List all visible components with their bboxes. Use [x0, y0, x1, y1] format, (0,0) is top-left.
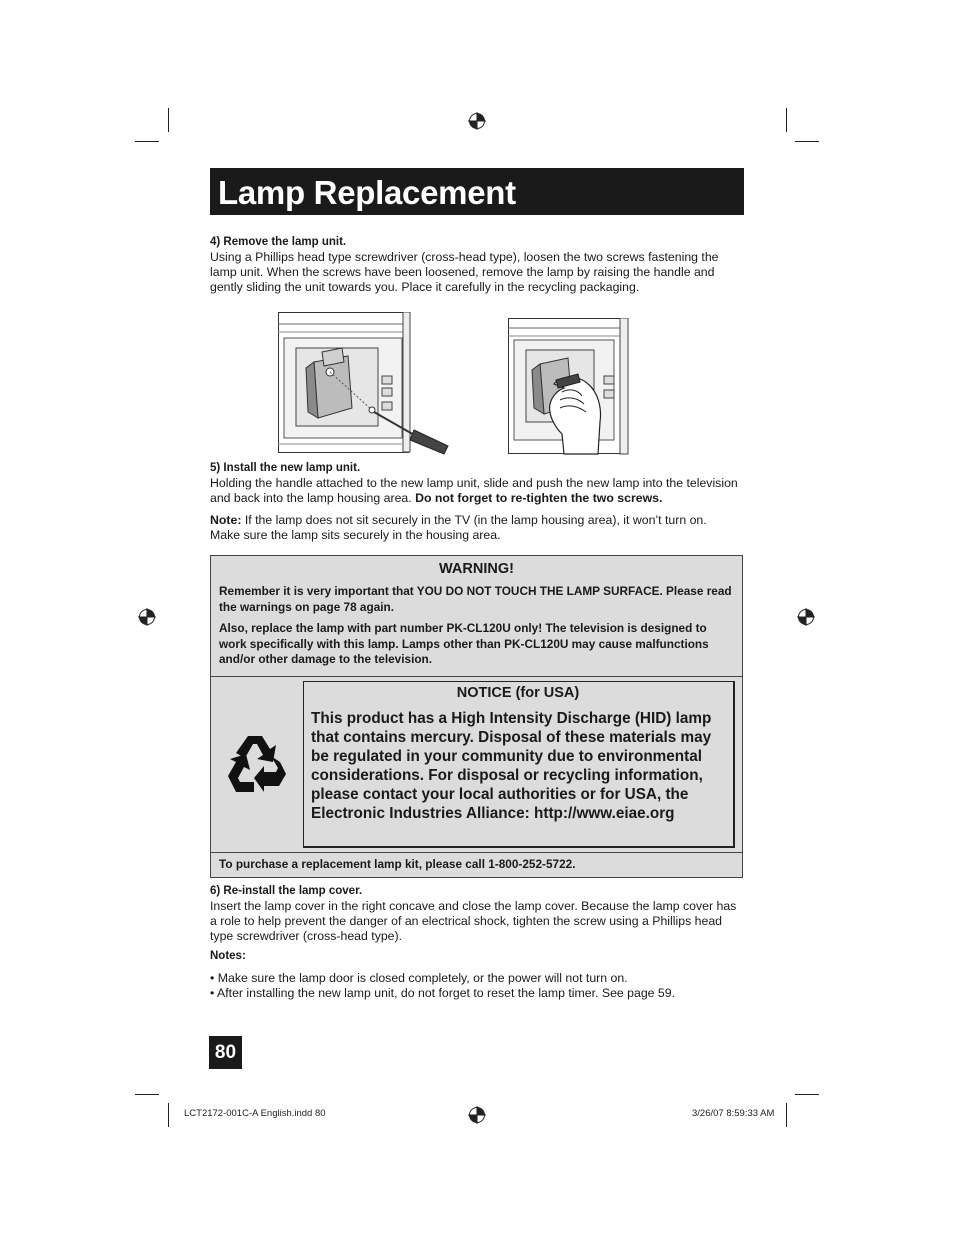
page-number: 80 [209, 1036, 242, 1069]
footer-file: LCT2172-001C-A English.indd 80 [184, 1108, 326, 1119]
notes-label: Notes: [210, 950, 246, 962]
purchase-info: To purchase a replacement lamp kit, please call 1-800-252-5722. [219, 857, 576, 871]
crop-mark [786, 1103, 787, 1127]
step4-heading: 4) Remove the lamp unit. [210, 236, 347, 248]
registration-mark-icon [468, 1106, 486, 1124]
lamp-removal-illustration [278, 312, 456, 455]
note-label: Note: [210, 513, 242, 527]
footer-date: 3/26/07 8:59:33 AM [692, 1108, 775, 1119]
crop-mark [168, 1103, 169, 1127]
notice-text: This product has a High Intensity Discharge (HID) lamp that contains mercury. Disposal of these materials may be regulated in your community due to environmental considerations. For disposal or recycling information, please contact your local authorities or for USA, the Electronic Industries Alliance: http://www.eiae.org [311, 710, 712, 822]
registration-mark-icon [797, 608, 815, 626]
page-title-bar [210, 168, 744, 215]
registration-mark-icon [468, 112, 486, 130]
notice-title: NOTICE (for USA) [456, 685, 580, 701]
recycle-icon [224, 732, 288, 794]
warning-title: WARNING! [439, 561, 514, 577]
step6-heading: 6) Re-install the lamp cover. [210, 885, 363, 897]
crop-mark [795, 141, 819, 142]
crop-mark [795, 1094, 819, 1095]
crop-mark [786, 108, 787, 132]
crop-mark [135, 141, 159, 142]
step5-heading: 5) Install the new lamp unit. [210, 462, 361, 474]
page-title: Lamp Replacement [218, 174, 516, 211]
warning-paragraph-2: Also, replace the lamp with part number PK-CL120U only! The television is designed to work specifically with this lamp. Lamps other than PK-CL120U may cause malfunctions and/or other damage to the television. [219, 621, 709, 666]
divider [211, 676, 742, 677]
note-text: If the lamp does not sit securely in the TV (in the lamp housing area), it won’t turn on. Make sure the lamp sits securely in the housing area. [210, 513, 707, 542]
registration-mark-icon [138, 608, 156, 626]
crop-mark [168, 108, 169, 132]
crop-mark [135, 1094, 159, 1095]
divider [211, 852, 742, 853]
list-item: • Make sure the lamp door is closed completely, or the power will not turn on. [210, 971, 740, 986]
step5-text-block [210, 476, 740, 506]
warning-paragraph-1: Remember it is very important that YOU DO NOT TOUCH THE LAMP SURFACE. Please read the warnings on page 78 again. [219, 584, 732, 614]
step6-text: Insert the lamp cover in the right concave and close the lamp cover. Because the lamp cover has a role to help prevent the danger of an electrical shock, tighten the screw using a Phillips head type screwdriver (cross-head type). [210, 899, 737, 943]
notes-list [210, 971, 740, 1001]
step4-text: Using a Phillips head type screwdriver (cross-head type), loosen the two screws fastening the lamp unit. When the screws have been loosened, remove the lamp by raising the handle and gently sliding the unit towards you. Place it carefully in the recycling packaging. [210, 250, 719, 294]
lamp-removal-illustration [508, 318, 630, 456]
step5-text-bold: Do not forget to re-tighten the two screws. [415, 491, 663, 505]
step5-text: Holding the handle attached to the new lamp unit, slide and push the new lamp into the television and back into the lamp housing area. [210, 476, 738, 505]
list-item: • After installing the new lamp unit, do not forget to reset the lamp timer. See page 59. [210, 986, 740, 1001]
step5-note [210, 513, 740, 543]
